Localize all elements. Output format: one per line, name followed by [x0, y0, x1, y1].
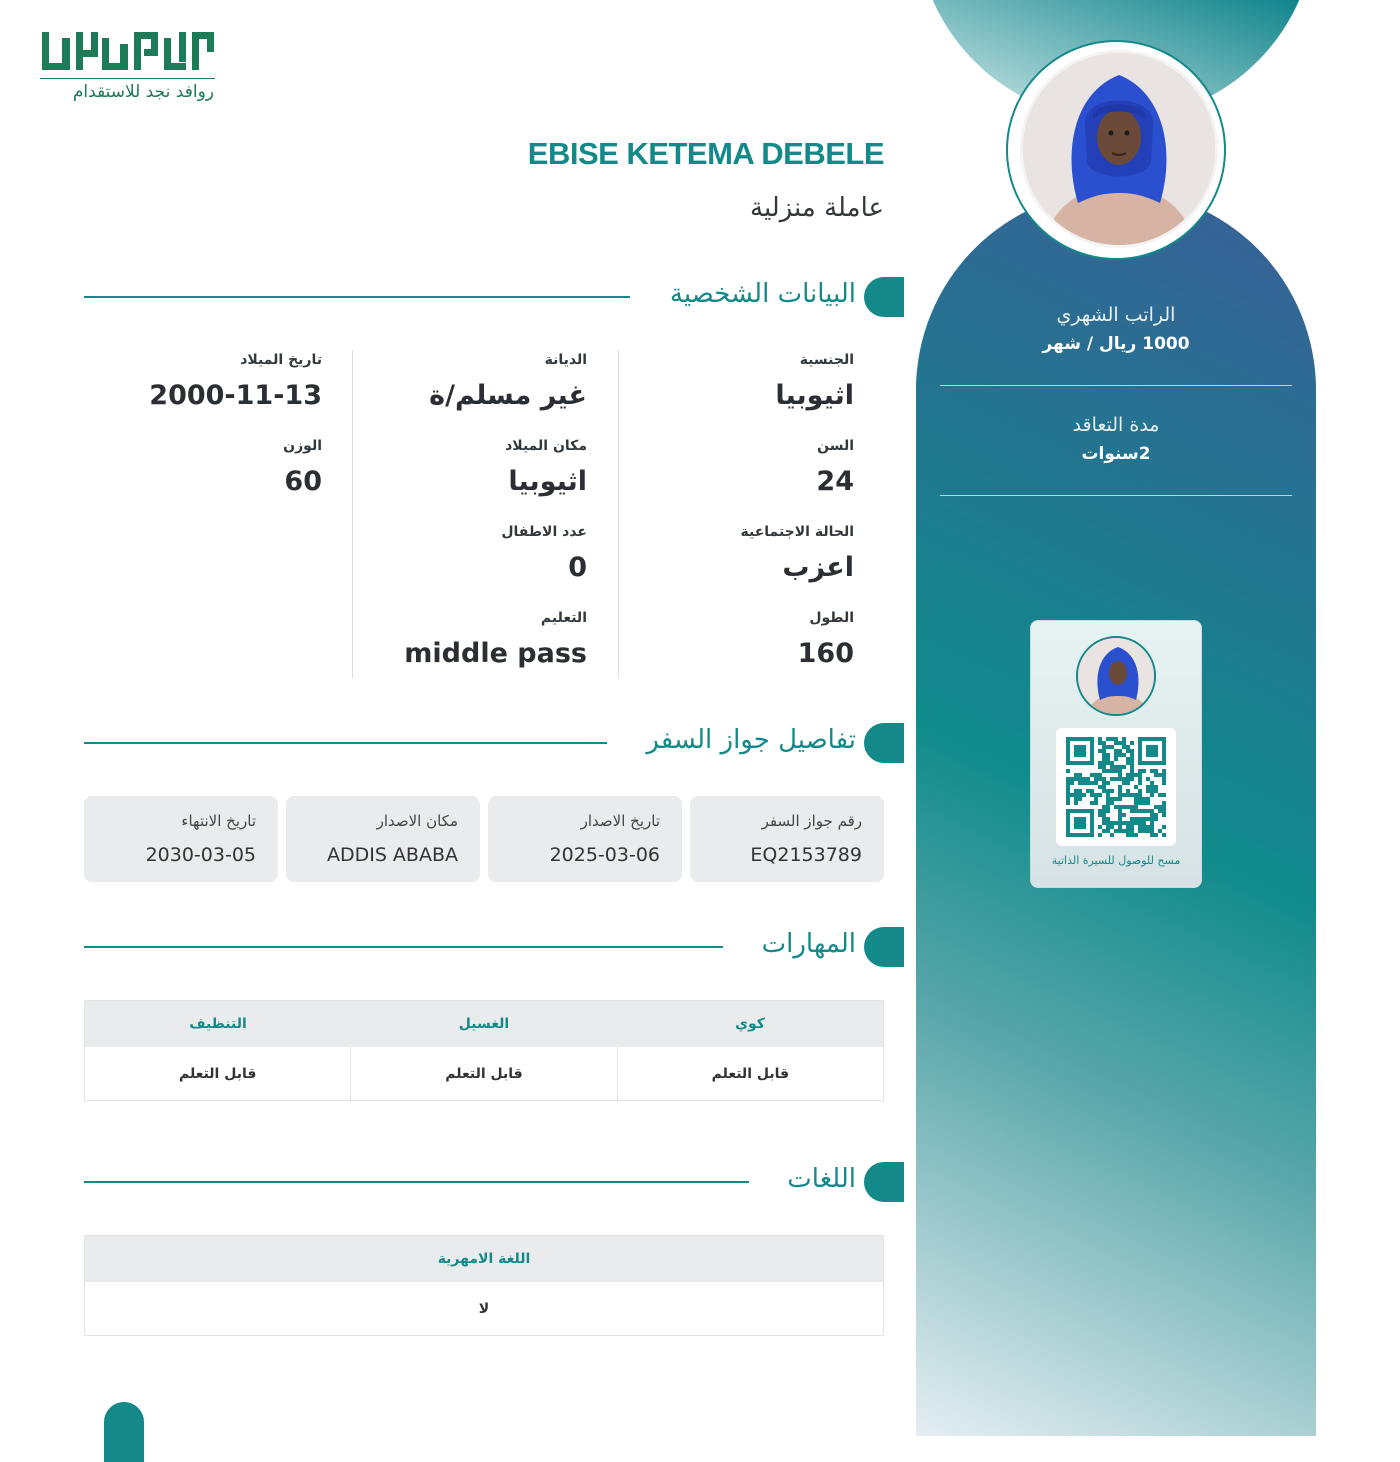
- birthdate-value: 2000-11-13: [149, 380, 322, 411]
- passport-issue-place-label: مكان الاصدار: [376, 812, 458, 830]
- birthplace-label: مكان الميلاد: [505, 438, 587, 454]
- skill-header: الغسيل: [458, 1016, 510, 1032]
- contract-value: 2سنوات: [1081, 444, 1151, 464]
- nationality-value: اثيوبيا: [775, 380, 854, 411]
- section-title-languages: اللغات: [787, 1164, 856, 1194]
- marital-label: الحالة الاجتماعية: [740, 524, 854, 540]
- qr-caption: مسح للوصول للسيرة الذاتية: [1051, 854, 1181, 867]
- skills-table-header: [85, 1001, 883, 1047]
- section-title-personal: البيانات الشخصية: [669, 279, 856, 309]
- passport-issue-date-value: 2025-03-06: [549, 844, 660, 866]
- page-footer-marker: [104, 1402, 144, 1462]
- section-rule: [84, 946, 723, 948]
- qr-code[interactable]: [1056, 728, 1176, 846]
- passport-expiry-value: 2030-03-05: [145, 844, 256, 866]
- passport-number-label: رقم جواز السفر: [761, 812, 862, 830]
- marital-value: اعزب: [782, 552, 854, 583]
- skill-level: قابل التعلم: [350, 1047, 616, 1100]
- job-title: عاملة منزلية: [750, 193, 884, 223]
- section-rule: [84, 1181, 749, 1183]
- birthdate-label: تاريخ الميلاد: [240, 352, 322, 368]
- passport-issue-place-card: [286, 796, 480, 882]
- skill-header: التنظيف: [189, 1016, 247, 1032]
- section-title-skills: المهارات: [761, 929, 856, 959]
- column-divider: [618, 350, 619, 678]
- table-row: [85, 1282, 883, 1335]
- skill-level: قابل التعلم: [178, 1065, 257, 1082]
- birthplace-value: اثيوبيا: [508, 466, 587, 497]
- skill-header: كوي: [735, 1016, 765, 1032]
- religion-label: الديانة: [544, 352, 587, 368]
- candidate-name: EBISE KETEMA DEBELE: [527, 136, 884, 171]
- passport-issue-date-label: تاريخ الاصدار: [580, 812, 660, 830]
- nationality-label: الجنسية: [799, 352, 854, 368]
- contract-label: مدة التعاقد: [1072, 414, 1160, 436]
- sidebar-divider: [940, 385, 1292, 386]
- qr-card-photo: [1076, 636, 1156, 716]
- column-divider: [352, 350, 353, 678]
- salary-value: 1000 ريال / شهر: [1042, 334, 1190, 354]
- weight-value: 60: [284, 466, 322, 497]
- section-marker: [864, 277, 904, 317]
- skill-level: قابل التعلم: [617, 1047, 883, 1100]
- education-label: التعليم: [540, 610, 587, 626]
- logo-caption: روافد نجد للاستقدام: [72, 82, 214, 102]
- salary-label: الراتب الشهري: [1056, 304, 1176, 326]
- section-marker: [864, 723, 904, 763]
- language-level: لا: [478, 1300, 490, 1317]
- section-marker: [864, 1162, 904, 1202]
- height-value: 160: [797, 638, 854, 669]
- skills-table: [84, 1000, 884, 1101]
- weight-label: الوزن: [283, 438, 322, 454]
- section-marker: [864, 927, 904, 967]
- sidebar-divider: [940, 495, 1292, 496]
- passport-number-card: [690, 796, 884, 882]
- salary-block: [940, 304, 1292, 354]
- contract-block: [940, 414, 1292, 464]
- language-header: اللغة الامهرية: [437, 1251, 531, 1267]
- passport-expiry-card: [84, 796, 278, 882]
- education-value: middle pass: [404, 638, 587, 669]
- passport-number-value: EQ2153789: [750, 844, 862, 866]
- children-value: 0: [568, 552, 587, 583]
- age-value: 24: [816, 466, 854, 497]
- height-label: الطول: [809, 610, 854, 626]
- languages-table-header: [85, 1236, 883, 1282]
- company-logo: [40, 30, 216, 76]
- passport-issue-place-value: ADDIS ABABA: [326, 844, 458, 866]
- passport-issue-date-card: [488, 796, 682, 882]
- section-title-passport: تفاصيل جواز السفر: [646, 725, 856, 755]
- passport-expiry-label: تاريخ الانتهاء: [181, 812, 256, 830]
- age-label: السن: [817, 438, 854, 454]
- languages-table: [84, 1235, 884, 1336]
- logo-underline: [40, 78, 215, 79]
- children-label: عدد الاطفال: [501, 524, 587, 540]
- section-rule: [84, 296, 630, 298]
- religion-value: غير مسلم/ة: [429, 380, 587, 411]
- section-rule: [84, 742, 607, 744]
- table-row: [85, 1047, 883, 1100]
- profile-photo: [1020, 50, 1218, 248]
